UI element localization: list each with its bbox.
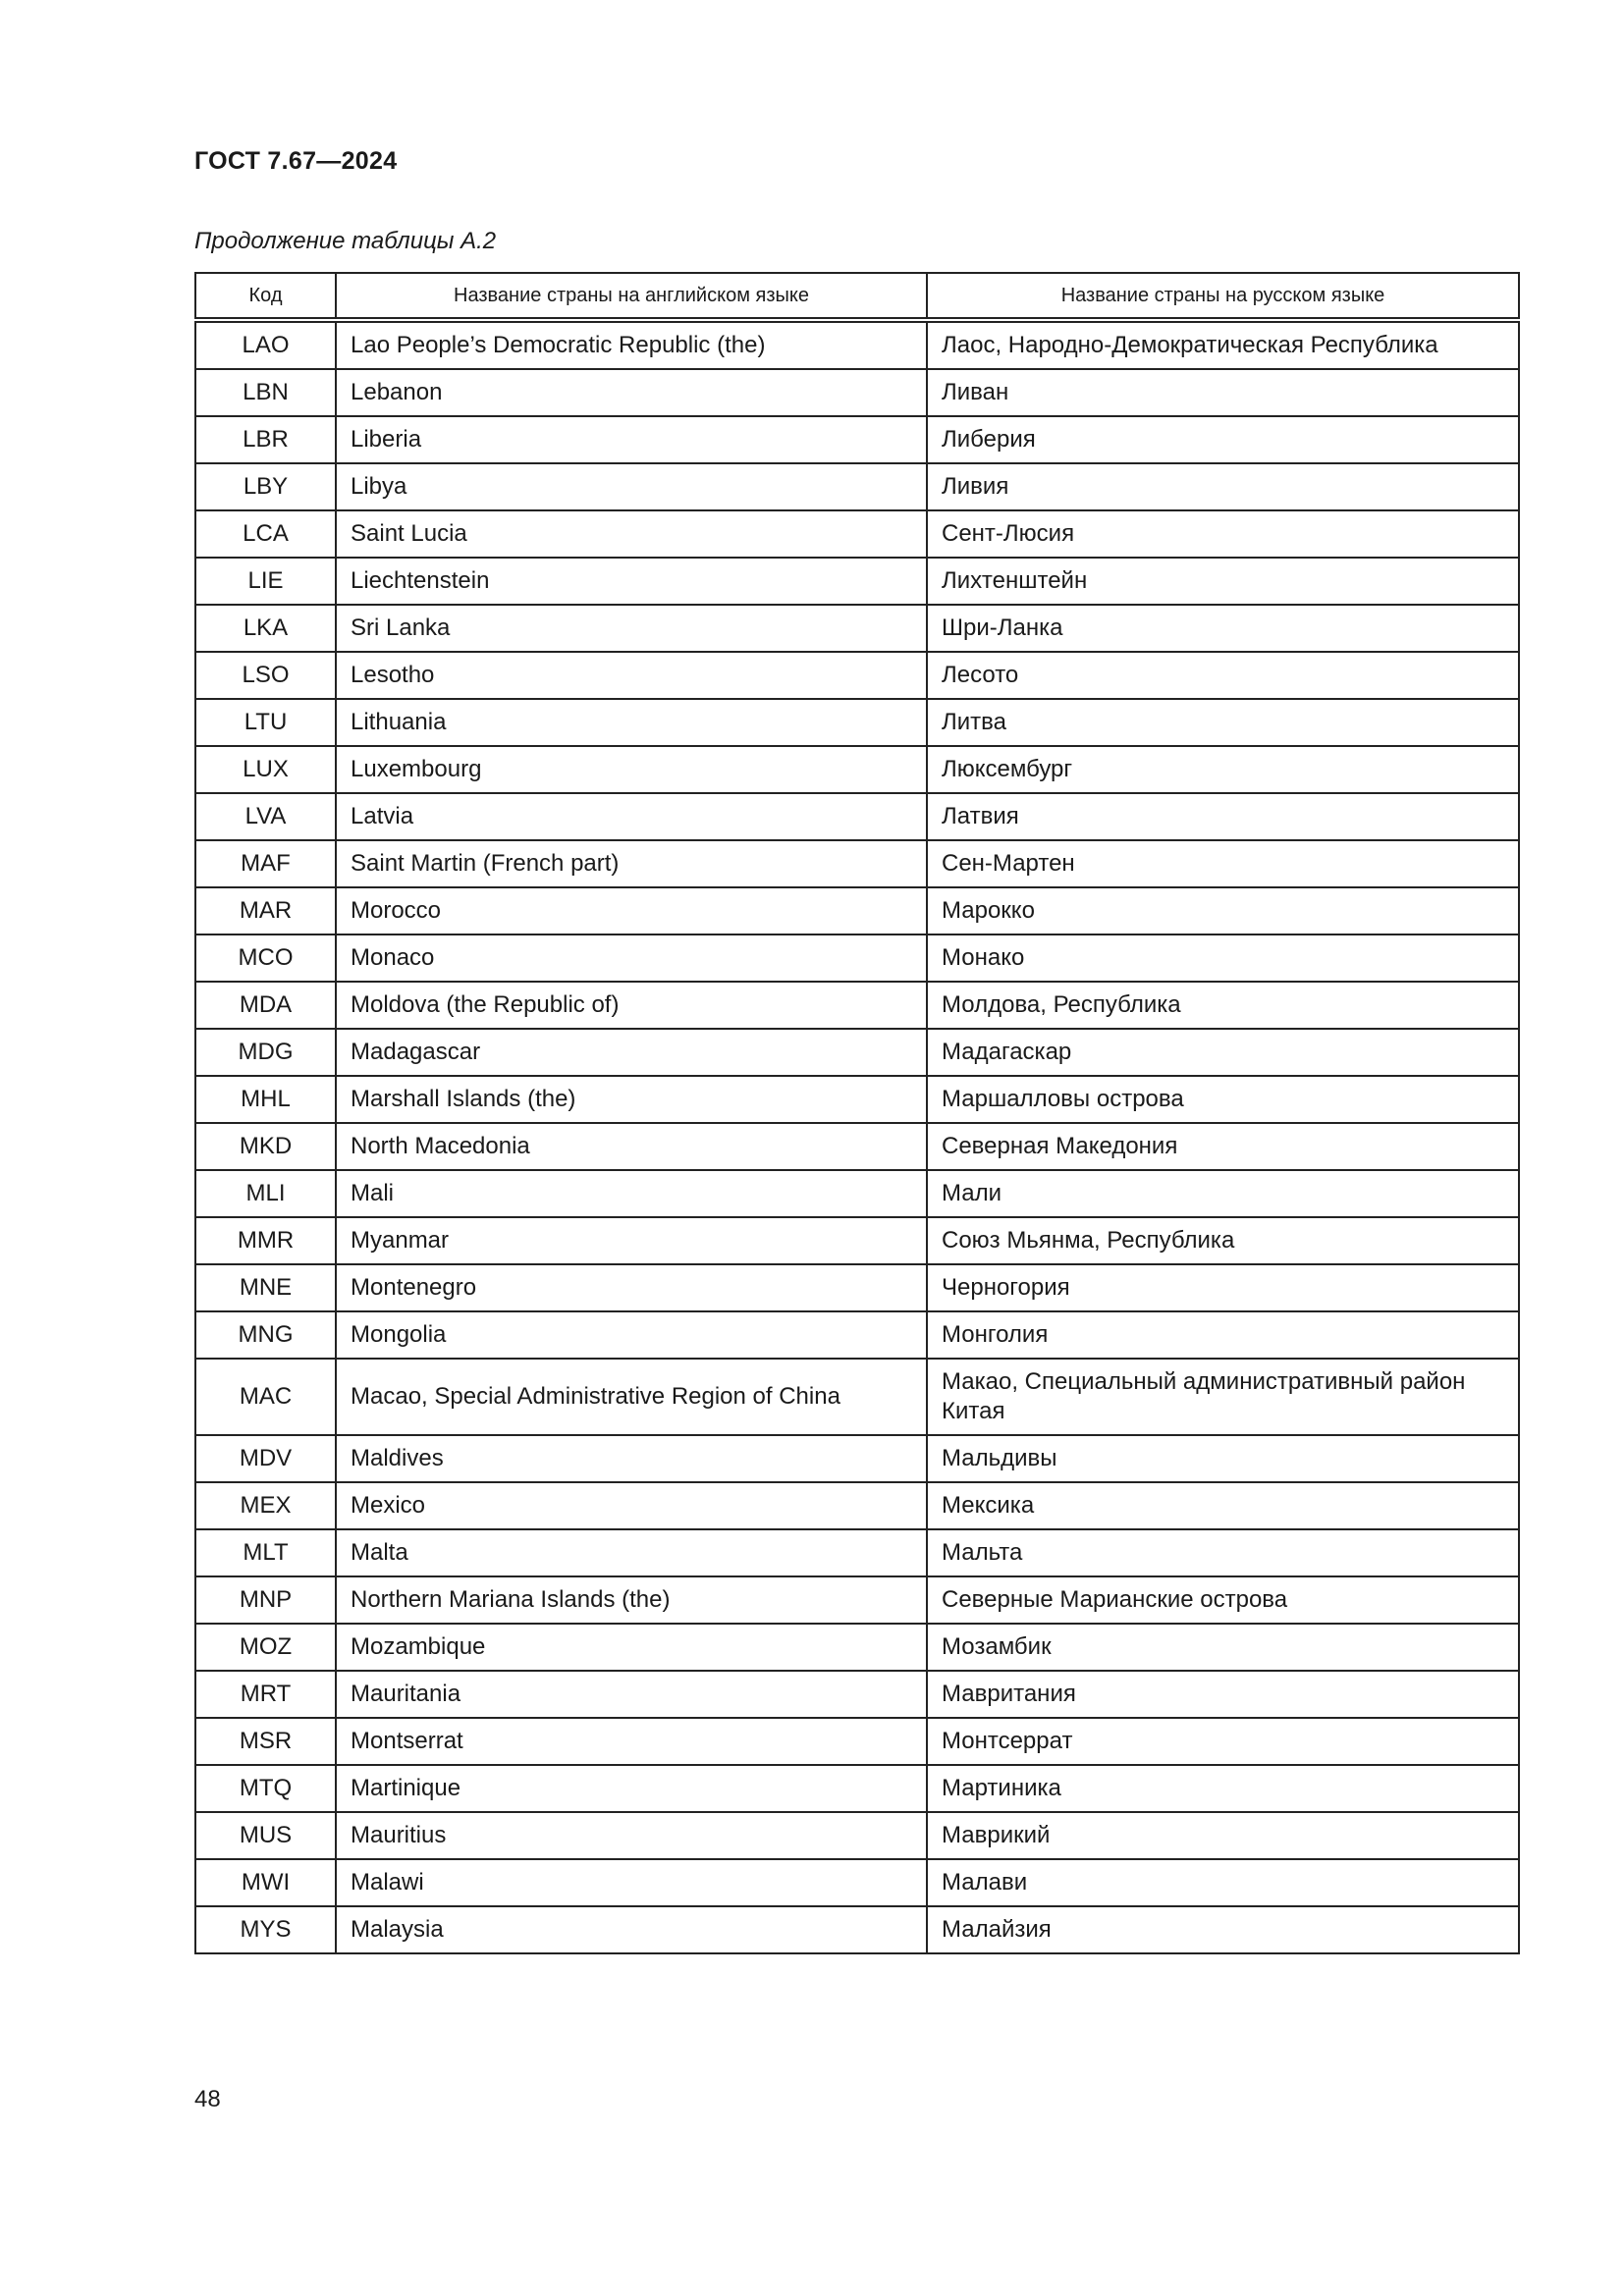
cell-code: MRT xyxy=(195,1671,336,1718)
cell-english-name: Mauritania xyxy=(336,1671,927,1718)
cell-russian-name: Северные Марианские острова xyxy=(927,1576,1519,1624)
cell-code: MUS xyxy=(195,1812,336,1859)
page-number: 48 xyxy=(194,2086,221,2112)
cell-code: MKD xyxy=(195,1123,336,1170)
cell-english-name: Saint Martin (French part) xyxy=(336,840,927,887)
table-row xyxy=(195,1029,1519,1076)
table-row xyxy=(195,1311,1519,1359)
cell-russian-name: Монако xyxy=(927,934,1519,982)
cell-russian-name: Мадагаскар xyxy=(927,1029,1519,1076)
cell-code: MNE xyxy=(195,1264,336,1311)
cell-russian-name: Латвия xyxy=(927,793,1519,840)
table-row xyxy=(195,1482,1519,1529)
cell-english-name: Moldova (the Republic of) xyxy=(336,982,927,1029)
table-row xyxy=(195,652,1519,699)
cell-english-name: North Macedonia xyxy=(336,1123,927,1170)
cell-russian-name: Мальдивы xyxy=(927,1435,1519,1482)
table-row xyxy=(195,1718,1519,1765)
cell-english-name: Lithuania xyxy=(336,699,927,746)
cell-russian-name: Монтсеррат xyxy=(927,1718,1519,1765)
cell-english-name: Morocco xyxy=(336,887,927,934)
table-row xyxy=(195,934,1519,982)
document-standard-header: ГОСТ 7.67—2024 xyxy=(194,147,398,175)
cell-english-name: Myanmar xyxy=(336,1217,927,1264)
cell-code: MLI xyxy=(195,1170,336,1217)
cell-english-name: Liberia xyxy=(336,416,927,463)
table-row xyxy=(195,1264,1519,1311)
cell-english-name: Mauritius xyxy=(336,1812,927,1859)
table-row xyxy=(195,558,1519,605)
cell-code: MAF xyxy=(195,840,336,887)
country-codes-table xyxy=(194,272,1520,1954)
cell-english-name: Latvia xyxy=(336,793,927,840)
cell-russian-name: Макао, Специальный административный район Китая xyxy=(927,1359,1519,1435)
cell-russian-name: Северная Македония xyxy=(927,1123,1519,1170)
cell-english-name: Mexico xyxy=(336,1482,927,1529)
table-row xyxy=(195,320,1519,369)
cell-russian-name: Молдова, Республика xyxy=(927,982,1519,1029)
cell-english-name: Mozambique xyxy=(336,1624,927,1671)
cell-english-name: Libya xyxy=(336,463,927,510)
cell-code: MWI xyxy=(195,1859,336,1906)
cell-code: MSR xyxy=(195,1718,336,1765)
cell-russian-name: Мартиника xyxy=(927,1765,1519,1812)
cell-russian-name: Лаос, Народно-Демократическая Республика xyxy=(927,320,1519,369)
cell-code: LBR xyxy=(195,416,336,463)
cell-code: LUX xyxy=(195,746,336,793)
cell-code: MNG xyxy=(195,1311,336,1359)
cell-russian-name: Союз Мьянма, Республика xyxy=(927,1217,1519,1264)
cell-english-name: Maldives xyxy=(336,1435,927,1482)
cell-code: MLT xyxy=(195,1529,336,1576)
cell-russian-name: Сент-Люсия xyxy=(927,510,1519,558)
cell-russian-name: Шри-Ланка xyxy=(927,605,1519,652)
column-header-russian-name: Название страны на русском языке xyxy=(927,273,1519,320)
cell-russian-name: Ливан xyxy=(927,369,1519,416)
cell-russian-name: Черногория xyxy=(927,1264,1519,1311)
column-header-code: Код xyxy=(195,273,336,320)
cell-code: MNP xyxy=(195,1576,336,1624)
cell-code: LSO xyxy=(195,652,336,699)
cell-code: MYS xyxy=(195,1906,336,1953)
cell-code: MOZ xyxy=(195,1624,336,1671)
cell-russian-name: Мали xyxy=(927,1170,1519,1217)
cell-code: MHL xyxy=(195,1076,336,1123)
cell-code: LBN xyxy=(195,369,336,416)
table-row xyxy=(195,1170,1519,1217)
cell-code: MDV xyxy=(195,1435,336,1482)
cell-english-name: Mongolia xyxy=(336,1311,927,1359)
cell-code: LBY xyxy=(195,463,336,510)
cell-russian-name: Мальта xyxy=(927,1529,1519,1576)
cell-russian-name: Маврикий xyxy=(927,1812,1519,1859)
table-row xyxy=(195,1812,1519,1859)
table-row xyxy=(195,1529,1519,1576)
cell-russian-name: Мавритания xyxy=(927,1671,1519,1718)
cell-english-name: Malaysia xyxy=(336,1906,927,1953)
cell-russian-name: Лесото xyxy=(927,652,1519,699)
cell-code: LTU xyxy=(195,699,336,746)
table-row xyxy=(195,1671,1519,1718)
cell-english-name: Monaco xyxy=(336,934,927,982)
cell-english-name: Martinique xyxy=(336,1765,927,1812)
cell-english-name: Malta xyxy=(336,1529,927,1576)
cell-russian-name: Маршалловы острова xyxy=(927,1076,1519,1123)
cell-english-name: Lao People’s Democratic Republic (the) xyxy=(336,320,927,369)
table-row xyxy=(195,1624,1519,1671)
cell-russian-name: Монголия xyxy=(927,1311,1519,1359)
table-row xyxy=(195,1359,1519,1435)
table-caption: Продолжение таблицы А.2 xyxy=(194,228,497,254)
cell-english-name: Saint Lucia xyxy=(336,510,927,558)
table-row xyxy=(195,1576,1519,1624)
cell-code: MCO xyxy=(195,934,336,982)
cell-code: MDG xyxy=(195,1029,336,1076)
cell-russian-name: Сен-Мартен xyxy=(927,840,1519,887)
cell-code: MTQ xyxy=(195,1765,336,1812)
table-row xyxy=(195,746,1519,793)
table-row xyxy=(195,416,1519,463)
cell-code: MAC xyxy=(195,1359,336,1435)
cell-code: LVA xyxy=(195,793,336,840)
table-row xyxy=(195,1123,1519,1170)
table-row xyxy=(195,510,1519,558)
table-row xyxy=(195,1859,1519,1906)
table-row xyxy=(195,605,1519,652)
cell-english-name: Montenegro xyxy=(336,1264,927,1311)
table-row xyxy=(195,840,1519,887)
cell-russian-name: Литва xyxy=(927,699,1519,746)
cell-code: MAR xyxy=(195,887,336,934)
cell-english-name: Malawi xyxy=(336,1859,927,1906)
table-row xyxy=(195,699,1519,746)
cell-english-name: Lesotho xyxy=(336,652,927,699)
cell-english-name: Luxembourg xyxy=(336,746,927,793)
cell-russian-name: Малайзия xyxy=(927,1906,1519,1953)
cell-english-name: Mali xyxy=(336,1170,927,1217)
cell-english-name: Lebanon xyxy=(336,369,927,416)
cell-english-name: Northern Mariana Islands (the) xyxy=(336,1576,927,1624)
cell-english-name: Montserrat xyxy=(336,1718,927,1765)
table-row xyxy=(195,887,1519,934)
cell-code: MMR xyxy=(195,1217,336,1264)
table-row xyxy=(195,982,1519,1029)
cell-russian-name: Мозамбик xyxy=(927,1624,1519,1671)
table-row xyxy=(195,369,1519,416)
table-row xyxy=(195,1076,1519,1123)
cell-english-name: Madagascar xyxy=(336,1029,927,1076)
cell-english-name: Marshall Islands (the) xyxy=(336,1076,927,1123)
table-row xyxy=(195,1217,1519,1264)
cell-english-name: Macao, Special Administrative Region of China xyxy=(336,1359,927,1435)
cell-russian-name: Малави xyxy=(927,1859,1519,1906)
table-row xyxy=(195,1765,1519,1812)
table-row xyxy=(195,463,1519,510)
table-row xyxy=(195,1435,1519,1482)
table-body xyxy=(195,320,1519,1953)
cell-code: MDA xyxy=(195,982,336,1029)
cell-english-name: Sri Lanka xyxy=(336,605,927,652)
cell-russian-name: Ливия xyxy=(927,463,1519,510)
cell-russian-name: Люксембург xyxy=(927,746,1519,793)
cell-code: MEX xyxy=(195,1482,336,1529)
cell-russian-name: Марокко xyxy=(927,887,1519,934)
cell-code: LCA xyxy=(195,510,336,558)
cell-code: LKA xyxy=(195,605,336,652)
table-row xyxy=(195,1906,1519,1953)
column-header-english-name: Название страны на английском языке xyxy=(336,273,927,320)
table-header-row xyxy=(195,273,1519,320)
cell-english-name: Liechtenstein xyxy=(336,558,927,605)
table-row xyxy=(195,793,1519,840)
cell-code: LAO xyxy=(195,320,336,369)
cell-russian-name: Мексика xyxy=(927,1482,1519,1529)
cell-code: LIE xyxy=(195,558,336,605)
cell-russian-name: Либерия xyxy=(927,416,1519,463)
cell-russian-name: Лихтенштейн xyxy=(927,558,1519,605)
